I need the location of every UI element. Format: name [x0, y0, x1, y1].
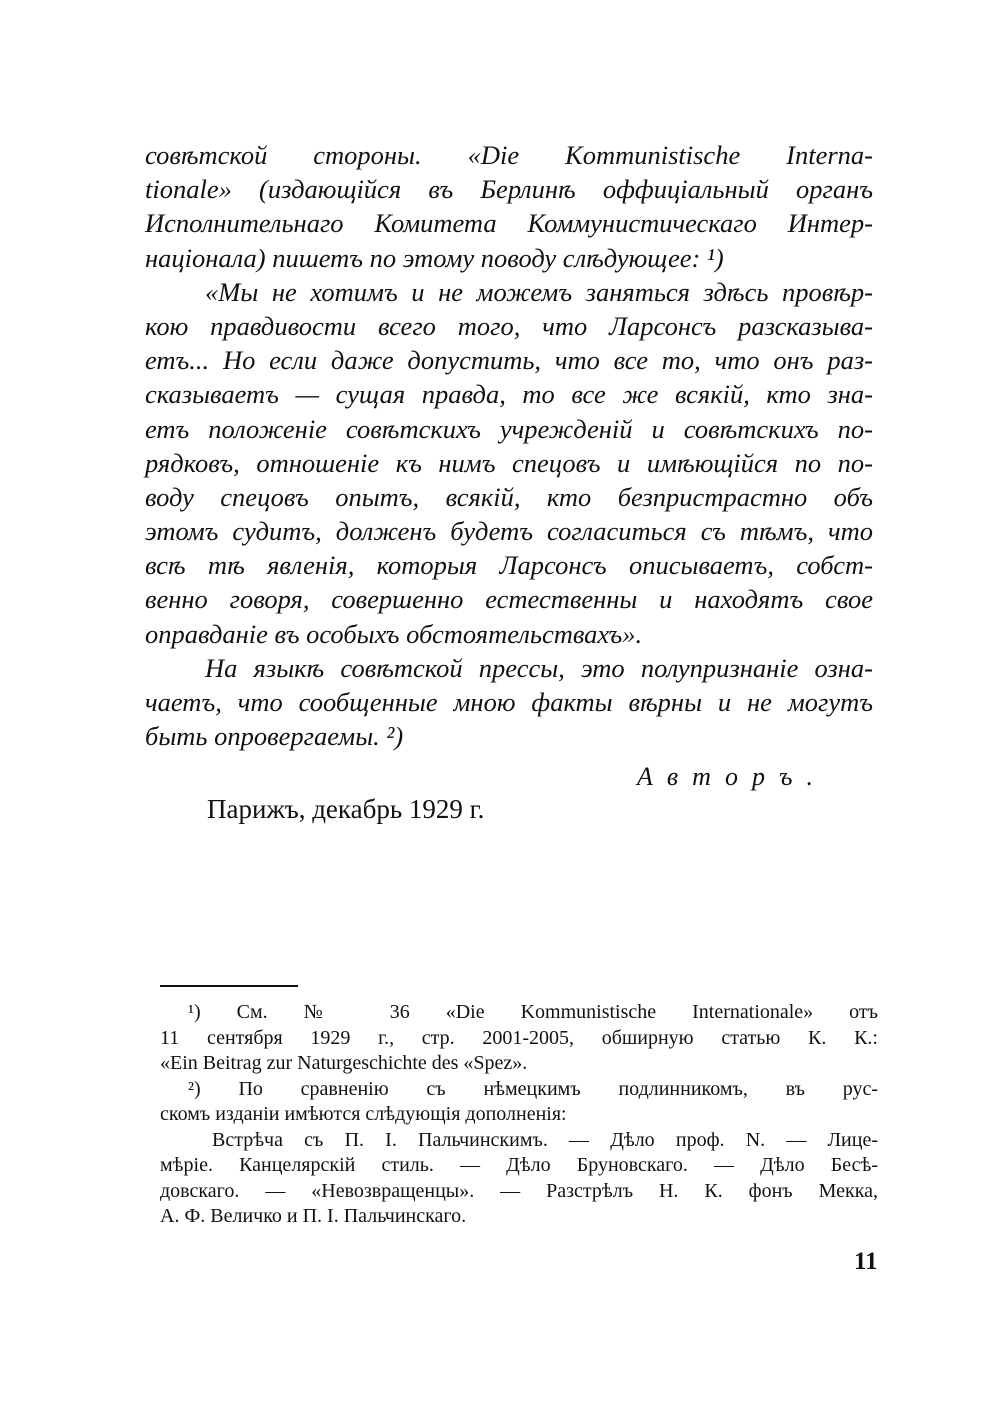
- footnote-line: ¹) См. № 36 «Die Kommunistische Internationale» отъ: [188, 1001, 878, 1023]
- text-line: совѣтской стороны. «Die Kommunistische Interna-: [145, 140, 873, 170]
- text-line: націонала) пишетъ по этому поводу слѣдующее: ¹): [145, 242, 724, 273]
- footnote-line: А. Ф. Величко и П. І. Пальчинскаго.: [160, 1205, 467, 1227]
- footnote-line: Встрѣча съ П. І. Пальчинскимъ. — Дѣло проф. N. — Лице-: [212, 1128, 878, 1151]
- quote-line: всѣ тѣ явленія, которыя Ларсонсъ описываетъ, собст-: [145, 550, 873, 581]
- main-text: [145, 138, 873, 753]
- place-date: Парижъ, декабрь 1929 г.: [207, 794, 485, 824]
- page-number: 11: [854, 1248, 878, 1275]
- text-line: Исполнительнаго Комитета Коммунистическаго Интер-: [145, 208, 873, 239]
- quote-line: сказываетъ — сущая правда, то все же всякій, кто зна-: [145, 379, 873, 410]
- footnote-line: 11 сентября 1929 г., стр. 2001-2005, обширную статью К. К.:: [160, 1026, 878, 1049]
- text-line: tionale» (издающійся въ Берлинѣ оффиціальный органъ: [145, 174, 873, 205]
- text-line: На языкѣ совѣтской прессы, это полупризнаніе озна-: [205, 652, 873, 683]
- author-signature: Авторъ.: [637, 762, 827, 791]
- footnote-line: «Ein Beitrag zur Naturgeschichte des «Spez».: [160, 1052, 528, 1074]
- footnotes: [160, 1000, 878, 1230]
- quote-line: венно говоря, совершенно естественны и находятъ свое: [145, 584, 873, 615]
- footnote-line: мѣріе. Канцелярскій стиль. — Дѣло Бруновскаго. — Дѣло Бесѣ-: [160, 1154, 878, 1176]
- quote-line: етъ положеніе совѣтскихъ учрежденій и совѣтскихъ по-: [145, 413, 873, 444]
- quote-line: «Мы не хотимъ и не можемъ заняться здѣсь провѣр-: [205, 276, 873, 307]
- text-line: чаетъ, что сообщенные мною факты вѣрны и не могутъ: [145, 687, 873, 717]
- footnote-divider: [160, 985, 298, 987]
- quote-line: кою правдивости всего того, что Ларсонсъ разсказыва-: [145, 310, 873, 341]
- quote-line: етъ... Но если даже допустить, что все то, что онъ раз-: [145, 345, 873, 376]
- quote-line: этомъ судитъ, долженъ будетъ согласиться съ тѣмъ, что: [145, 516, 873, 547]
- footnote-line: скомъ изданіи имѣются слѣдующія дополненія:: [160, 1103, 567, 1125]
- quote-line: воду спецовъ опытъ, всякій, кто безпристрастно объ: [145, 481, 873, 512]
- quote-line: рядковъ, отношеніе къ нимъ спецовъ и имѣющійся по по-: [145, 447, 873, 478]
- footnote-line: ²) По сравненію съ нѣмецкимъ подлинникомъ, въ рус-: [188, 1077, 878, 1100]
- text-line: быть опровергаемы. ²): [145, 721, 404, 752]
- quote-line: оправданіе въ особыхъ обстоятельствахъ».: [145, 618, 643, 649]
- footnote-line: довскаго. — «Невозвращенцы». — Разстрѣлъ Н. К. фонъ Мекка,: [160, 1179, 878, 1202]
